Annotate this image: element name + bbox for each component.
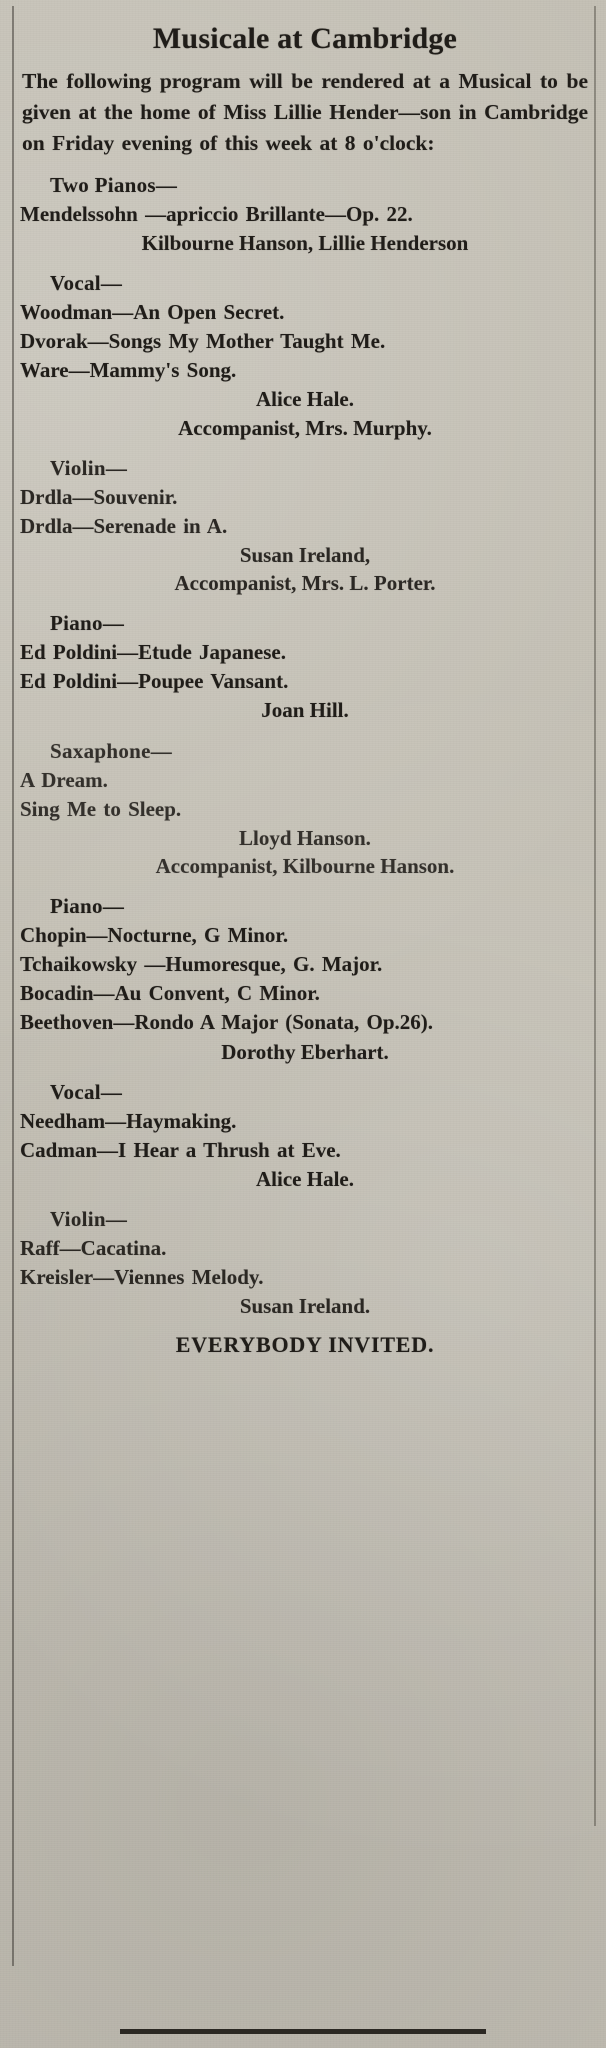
- page-title: Musicale at Cambridge: [152, 22, 458, 55]
- program-performer: Dorothy Eberhart.: [221, 1039, 389, 1064]
- program-piece: Dvorak—Songs My Mother Taught Me.: [20, 329, 386, 354]
- program-piece: Drdla—Souvenir.: [20, 484, 178, 509]
- program-piece: Needham—Haymaking.: [20, 1108, 237, 1133]
- section-heading: Violin—: [50, 455, 128, 480]
- program-performer: Kilbourne Hanson, Lillie Henderson: [141, 230, 469, 255]
- column-rule-right: [594, 6, 596, 1826]
- program-piece: Tchaikowsky —Humoresque, G. Major.: [20, 952, 383, 977]
- section-heading: Piano—: [50, 894, 125, 919]
- program-piece: Ware—Mammy's Song.: [20, 358, 237, 383]
- program-piece: Raff—Cacatina.: [20, 1236, 167, 1261]
- program-performer: Alice Hale.: [256, 387, 354, 412]
- program-section: [20, 1207, 590, 1320]
- article-body: [20, 18, 590, 1358]
- program-piece: Kreisler—Viennes Melody.: [20, 1265, 264, 1290]
- program-performer: Lloyd Hanson.: [239, 825, 371, 850]
- section-heading: Vocal—: [50, 1079, 123, 1104]
- program-piece: Chopin—Nocturne, G Minor.: [20, 923, 289, 948]
- program-section: [20, 173, 590, 257]
- program-accompanist: Accompanist, Mrs. L. Porter.: [174, 571, 436, 596]
- program-section: [20, 271, 590, 442]
- program-piece: A Dream.: [20, 767, 108, 792]
- section-heading: Violin—: [50, 1207, 128, 1232]
- program-piece: Ed Poldini—Poupee Vansant.: [20, 669, 289, 694]
- article-intro-paragraph: The following program will be rendered at a Musical to be given at the home of Miss Lillie Hender—son in Cambridge on Friday evening of this week at 8 o'clock:: [22, 69, 588, 155]
- program-section: [20, 739, 590, 881]
- section-heading: Two Pianos—: [50, 172, 178, 197]
- program-accompanist: Accompanist, Mrs. Murphy.: [178, 415, 432, 440]
- bottom-divider-rule: [120, 2029, 486, 2034]
- program-piece: Cadman—I Hear a Thrush at Eve.: [20, 1137, 341, 1162]
- program-section: [20, 894, 590, 1066]
- program-performer: Susan Ireland.: [239, 1294, 371, 1319]
- program-section: [20, 1080, 590, 1193]
- program-performer: Susan Ireland,: [239, 542, 371, 567]
- program-section: [20, 611, 590, 724]
- program-piece: Drdla—Serenade in A.: [20, 513, 228, 538]
- program-accompanist: Accompanist, Kilbourne Hanson.: [155, 853, 455, 878]
- section-heading: Piano—: [50, 611, 125, 636]
- program-piece: Ed Poldini—Etude Japanese.: [20, 640, 286, 665]
- program-piece: Bocadin—Au Convent, C Minor.: [20, 981, 320, 1006]
- program-piece: Beethoven—Rondo A Major (Sonata, Op.26).: [20, 1010, 434, 1035]
- section-heading: Vocal—: [50, 271, 123, 296]
- closing-note: EVERYBODY INVITED.: [175, 1332, 435, 1358]
- program-piece: Woodman—An Open Secret.: [20, 300, 285, 325]
- column-rule-left: [12, 6, 14, 1966]
- section-heading: Saxaphone—: [50, 738, 173, 763]
- program-performer: Alice Hale.: [256, 1166, 354, 1191]
- program-performer: Joan Hill.: [261, 698, 349, 723]
- program-piece: Mendelssohn —apriccio Brillante—Op. 22.: [20, 201, 413, 226]
- program-piece: Sing Me to Sleep.: [20, 796, 182, 821]
- program-section: [20, 456, 590, 598]
